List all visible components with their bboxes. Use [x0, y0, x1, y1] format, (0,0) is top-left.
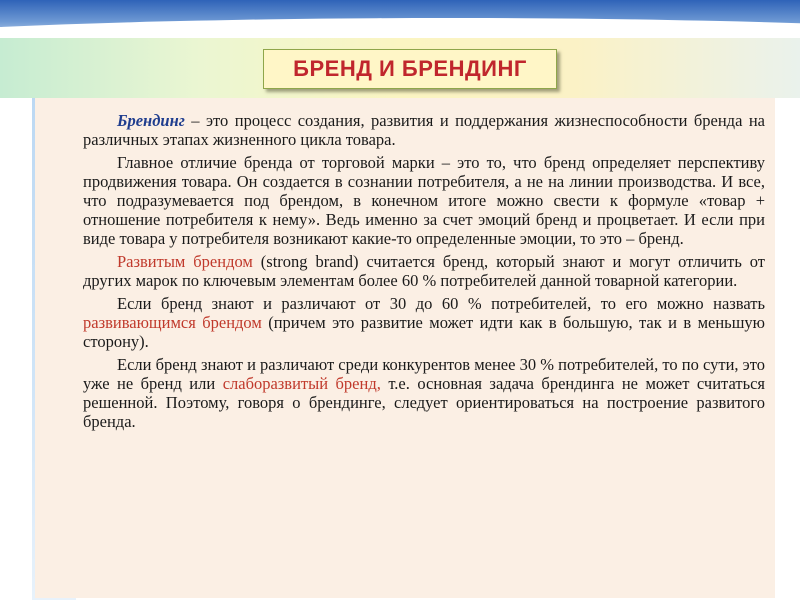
top-sky-band	[0, 0, 800, 40]
paragraph-text: (strong brand) считается бренд, который знают и могут отличить от других марок по ключевым элементам более 60 % потребителей данной товарной категории.	[83, 252, 766, 290]
paragraph-developing-brand	[83, 294, 765, 351]
paragraph-text-after: (причем это развитие может идти как в большую, так и в меньшую сторону).	[83, 313, 765, 351]
paragraph-branding-definition	[83, 111, 765, 149]
slide-content	[83, 111, 765, 435]
slide-title-box	[263, 49, 557, 89]
term-strong-brand: Развитым брендом	[117, 252, 253, 271]
slide-title: БРЕНД И БРЕНДИНГ	[293, 56, 527, 81]
paragraph-text: – это процесс создания, развития и поддержания жизнеспособности бренда на различных этапах жизненного цикла товара.	[83, 111, 765, 149]
paragraph-text: Главное отличие бренда от торговой марки – это то, что бренд определяет перспективу продвижения товара. Он создается в сознании потребителя, а не на линии производства. И все, что подразумевается под брендом, в конечном итоге можно свести к формуле «товар + отношение потребителя к нему». Ведь именно за счет эмоций бренд и процветает. И если при виде товара у потребителя возникают какие-то определенные эмоции, то это – бренд.	[83, 153, 765, 248]
paragraph-brand-vs-trademark	[83, 153, 765, 248]
paragraph-weak-brand	[83, 355, 765, 431]
paragraph-text-before: Если бренд знают и различают среди конкурентов менее 30 % потребителей, то по сути, это уже не бренд или	[83, 355, 765, 393]
paragraph-text-after: т.е. основная задача брендинга не может считаться решенной. Поэтому, говоря о брендинге, следует ориентироваться на построение развитого бренда.	[83, 374, 766, 431]
term-branding: Брендинг	[117, 111, 185, 130]
term-weak-brand: слаборазвитый бренд,	[222, 374, 381, 393]
paragraph-text-before: Если бренд знают и различают от 30 до 60 % потребителей, то его можно назвать	[117, 294, 765, 313]
paragraph-strong-brand	[83, 252, 765, 290]
term-developing-brand: развивающимся брендом	[83, 313, 262, 332]
